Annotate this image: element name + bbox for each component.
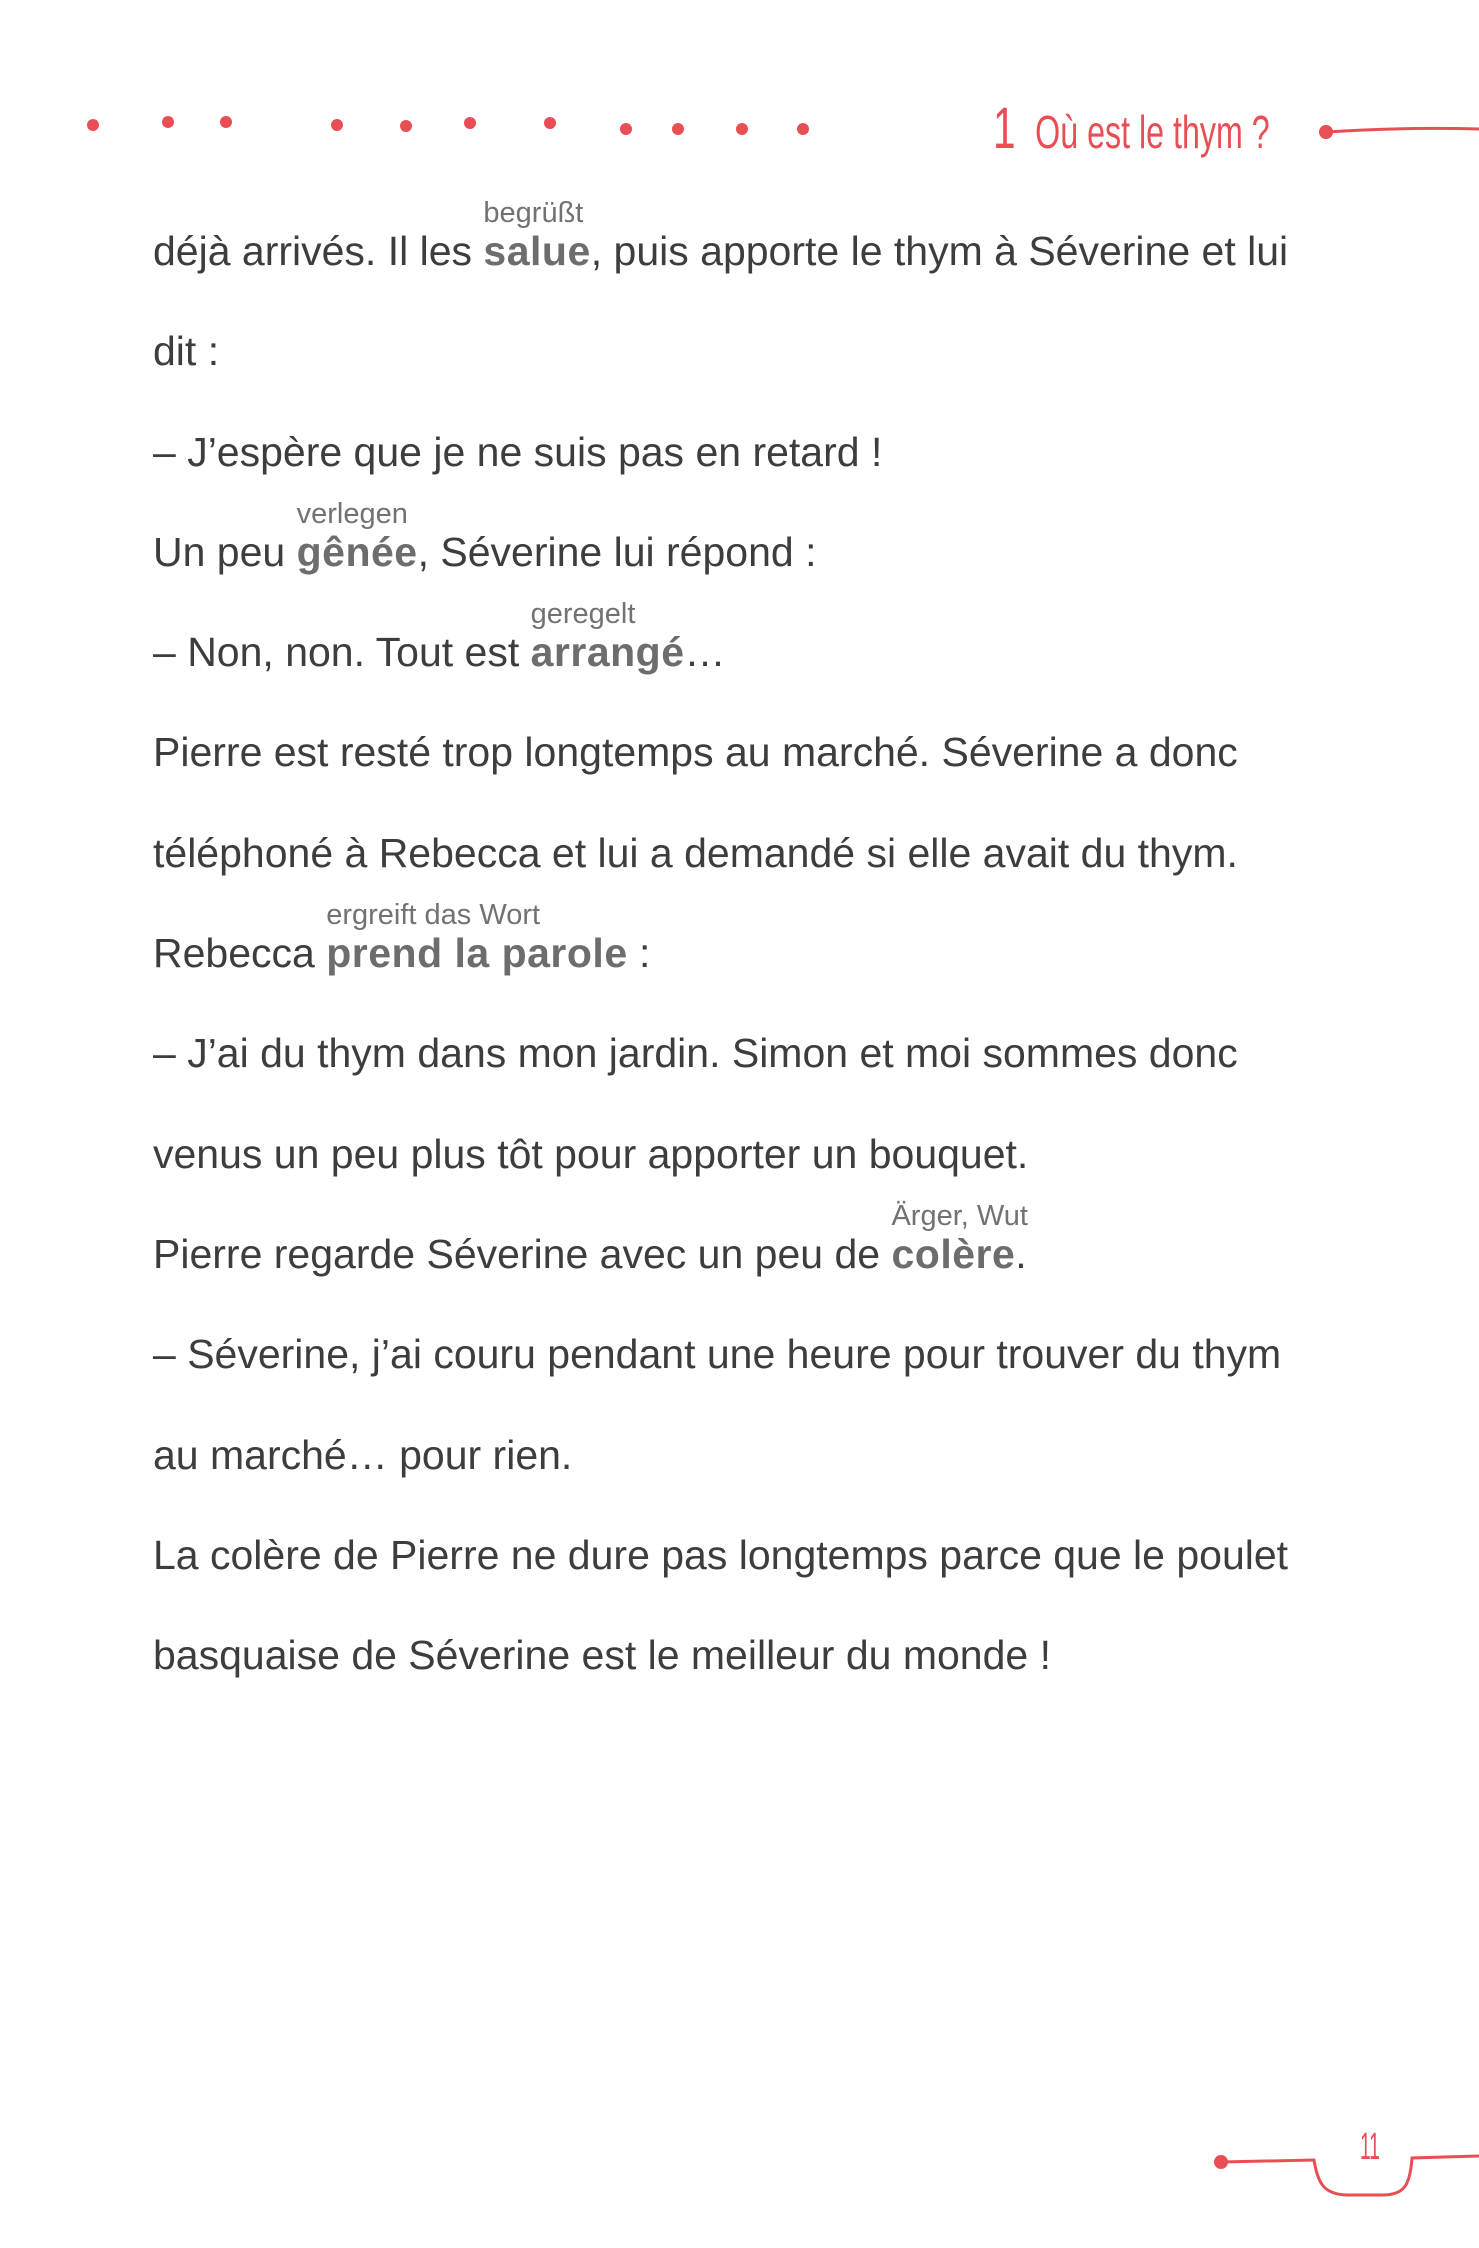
page-number-ornament [1214,2155,1478,2195]
text-line: basquaise de Séverine est le meilleur du monde ! [153,1632,1051,1679]
body-text [153,197,1403,1705]
vocabulary-word: salue [483,228,591,274]
text-segment: , Séverine lui répond : [417,528,817,575]
text-line [153,197,1403,301]
vocabulary-word: prend la parole [326,930,628,977]
vocabulary-word: colère [891,1230,1016,1277]
decorative-dot [620,123,632,135]
text-segment: – Non, non. Tout est [153,629,531,676]
text-segment: : [627,930,651,977]
text-line: Pierre est resté trop longtemps au marché. Séverine a donc [153,729,1238,776]
text-segment: . [1015,1230,1027,1277]
glossed-term [326,899,628,1003]
vocabulary-gloss: Ärger, Wut [891,1199,1028,1232]
glossed-term [483,197,591,301]
text-line: au marché… pour rien. [153,1431,573,1478]
text-segment: Rebecca [153,930,327,977]
vocabulary-gloss: ergreift das Wort [326,899,541,932]
text-segment: … [684,629,726,676]
decorative-dot [331,119,343,131]
text-line: – J’espère que je ne suis pas en retard ! [153,428,883,475]
vocabulary-gloss: begrüßt [483,197,584,229]
text-segment: Pierre regarde Séverine avec un peu de [153,1230,892,1277]
vocabulary-word: gênée [296,528,418,575]
text-line [153,598,1403,702]
text-line: – J’ai du thym dans mon jardin. Simon et moi sommes donc [153,1030,1238,1077]
glossed-term [296,497,418,602]
top-dotted-line [87,116,809,135]
vocabulary-gloss: geregelt [530,598,636,631]
text-line: dit : [153,328,220,375]
page-number: 11 [1360,2126,1380,2168]
text-line: La colère de Pierre ne dure pas longtemps parce que le poulet [153,1531,1289,1578]
decorative-dot [736,123,748,135]
text-line [153,1199,1403,1304]
glossed-term [530,598,685,702]
glossed-term [891,1199,1028,1304]
header-rule [1319,125,1479,139]
decorative-dot [672,123,684,135]
text-line: – Séverine, j’ai couru pendant une heure pour trouver du thym [153,1331,1282,1378]
text-segment: , puis apporte le thym à Séverine et lui [590,228,1289,274]
decorative-dot [464,117,476,129]
decorative-dot [220,116,232,128]
decorative-dot [87,119,99,131]
chapter-heading [993,96,1270,161]
chapter-title: Où est le thym ? [1035,106,1270,158]
chapter-number: 1 [993,96,1016,161]
decorative-dot [544,117,556,129]
decorative-dot [797,123,809,135]
footer-line [1221,2156,1478,2195]
text-line: téléphoné à Rebecca et lui a demandé si elle avait du thym. [153,829,1238,876]
text-segment: Un peu [153,528,297,575]
vocabulary-word: arrangé [530,629,685,676]
text-line [153,497,1403,602]
decorative-dot [400,120,412,132]
header-line [1326,128,1479,132]
decorative-dot [162,116,174,128]
vocabulary-gloss: verlegen [296,497,408,530]
text-line [153,899,1403,1003]
text-line: venus un peu plus tôt pour apporter un bouquet. [153,1130,1029,1177]
text-segment: déjà arrivés. Il les [153,228,484,274]
